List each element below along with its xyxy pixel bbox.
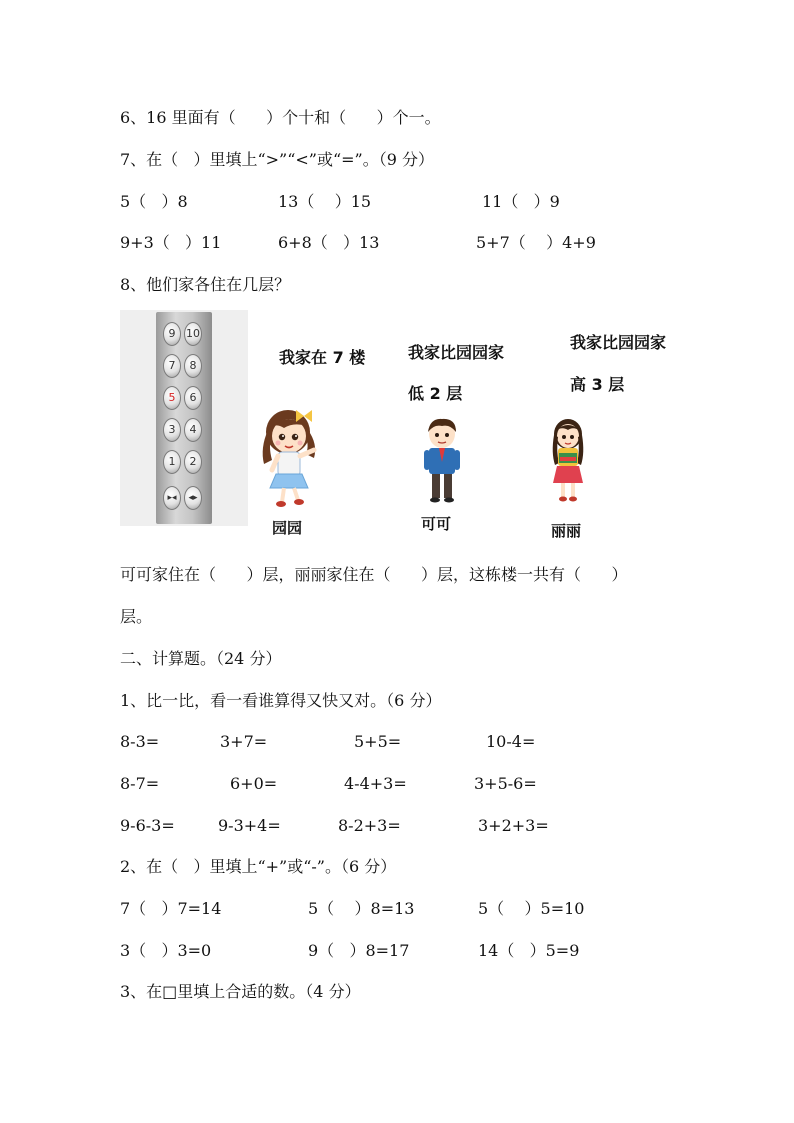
elevator-panel [156, 312, 212, 524]
calc-item: 3+7= [220, 732, 268, 751]
bubble-keke-line1: 我家比园园家 [408, 343, 505, 362]
q7-item: 6+8（ ）13 [278, 233, 380, 252]
q7-item: 11（ ）9 [482, 192, 560, 211]
q7-item: 13（ ）15 [278, 192, 372, 211]
sign-item: 3（ ）3=0 [120, 941, 212, 960]
bubble-lili-line1: 我家比园园家 [570, 333, 667, 352]
calc-item: 4-4+3= [344, 774, 407, 793]
door-close-button: ▸◂ [163, 486, 181, 510]
question-8-answer: 可可家住在（ ）层，丽丽家住在（ ）层，这栋楼一共有（ ） [120, 565, 628, 584]
calc-item: 10-4= [486, 732, 536, 751]
elevator-button: 4 [184, 418, 202, 442]
q7-item: 5+7（ ）4+9 [476, 233, 596, 252]
question-7-title: 7、在（ ）里填上“>”“<”或“=”。（9 分） [120, 150, 435, 169]
name-keke: 可可 [421, 515, 452, 533]
elevator-button: 2 [184, 450, 202, 474]
calc-item: 6+0= [230, 774, 278, 793]
elevator-button: 6 [184, 386, 202, 410]
calc-item: 3+2+3= [478, 816, 549, 835]
question-8-title: 8、他们家各住在几层？ [120, 275, 291, 294]
s2-question-3-title: 3、在□里填上合适的数。（4 分） [120, 982, 361, 1001]
calc-item: 3+5-6= [474, 774, 537, 793]
elevator-button: 5 [163, 386, 181, 410]
s2-question-2-title: 2、在（ ）里填上“+”或“-”。（6 分） [120, 857, 397, 876]
bubble-yuanyuan: 我家在 7 楼 [279, 348, 366, 367]
calc-item: 8-7= [120, 774, 160, 793]
elevator-button: 9 [163, 322, 181, 346]
calc-item: 9-6-3= [120, 816, 175, 835]
elevator-button: 1 [163, 450, 181, 474]
elevator-button: 7 [163, 354, 181, 378]
section-2-title: 二、计算题。（24 分） [120, 649, 282, 668]
sign-item: 9（ ）8=17 [308, 941, 410, 960]
s2-question-1-title: 1、比一比，看一看谁算得又快又对。（6 分） [120, 691, 442, 710]
boy-keke-illustration [420, 416, 464, 504]
name-lili: 丽丽 [551, 522, 582, 540]
calc-item: 8-3= [120, 732, 160, 751]
elevator-button: 10 [184, 322, 202, 346]
bubble-keke-line2: 低 2 层 [408, 384, 463, 403]
calc-item: 5+5= [354, 732, 402, 751]
calc-item: 9-3+4= [218, 816, 281, 835]
sign-item: 5（ ）8=13 [308, 899, 415, 918]
girl-yuanyuan-illustration [254, 404, 324, 510]
girl-lili-illustration [547, 417, 589, 505]
name-yuanyuan: 园园 [272, 519, 303, 537]
q7-item: 9+3（ ）11 [120, 233, 222, 252]
question-6: 6、16 里面有（ ）个十和（ ）个一。 [120, 108, 441, 127]
calc-item: 8-2+3= [338, 816, 401, 835]
elevator-button: 8 [184, 354, 202, 378]
door-open-button: ◂▸ [184, 486, 202, 510]
sign-item: 14（ ）5=9 [478, 941, 580, 960]
bubble-lili-line2: 高 3 层 [570, 375, 625, 394]
sign-item: 5（ ）5=10 [478, 899, 585, 918]
q7-item: 5（ ）8 [120, 192, 188, 211]
question-8-answer-cont: 层。 [120, 607, 153, 626]
elevator-panel-image [120, 310, 248, 526]
sign-item: 7（ ）7=14 [120, 899, 222, 918]
elevator-button: 3 [163, 418, 181, 442]
